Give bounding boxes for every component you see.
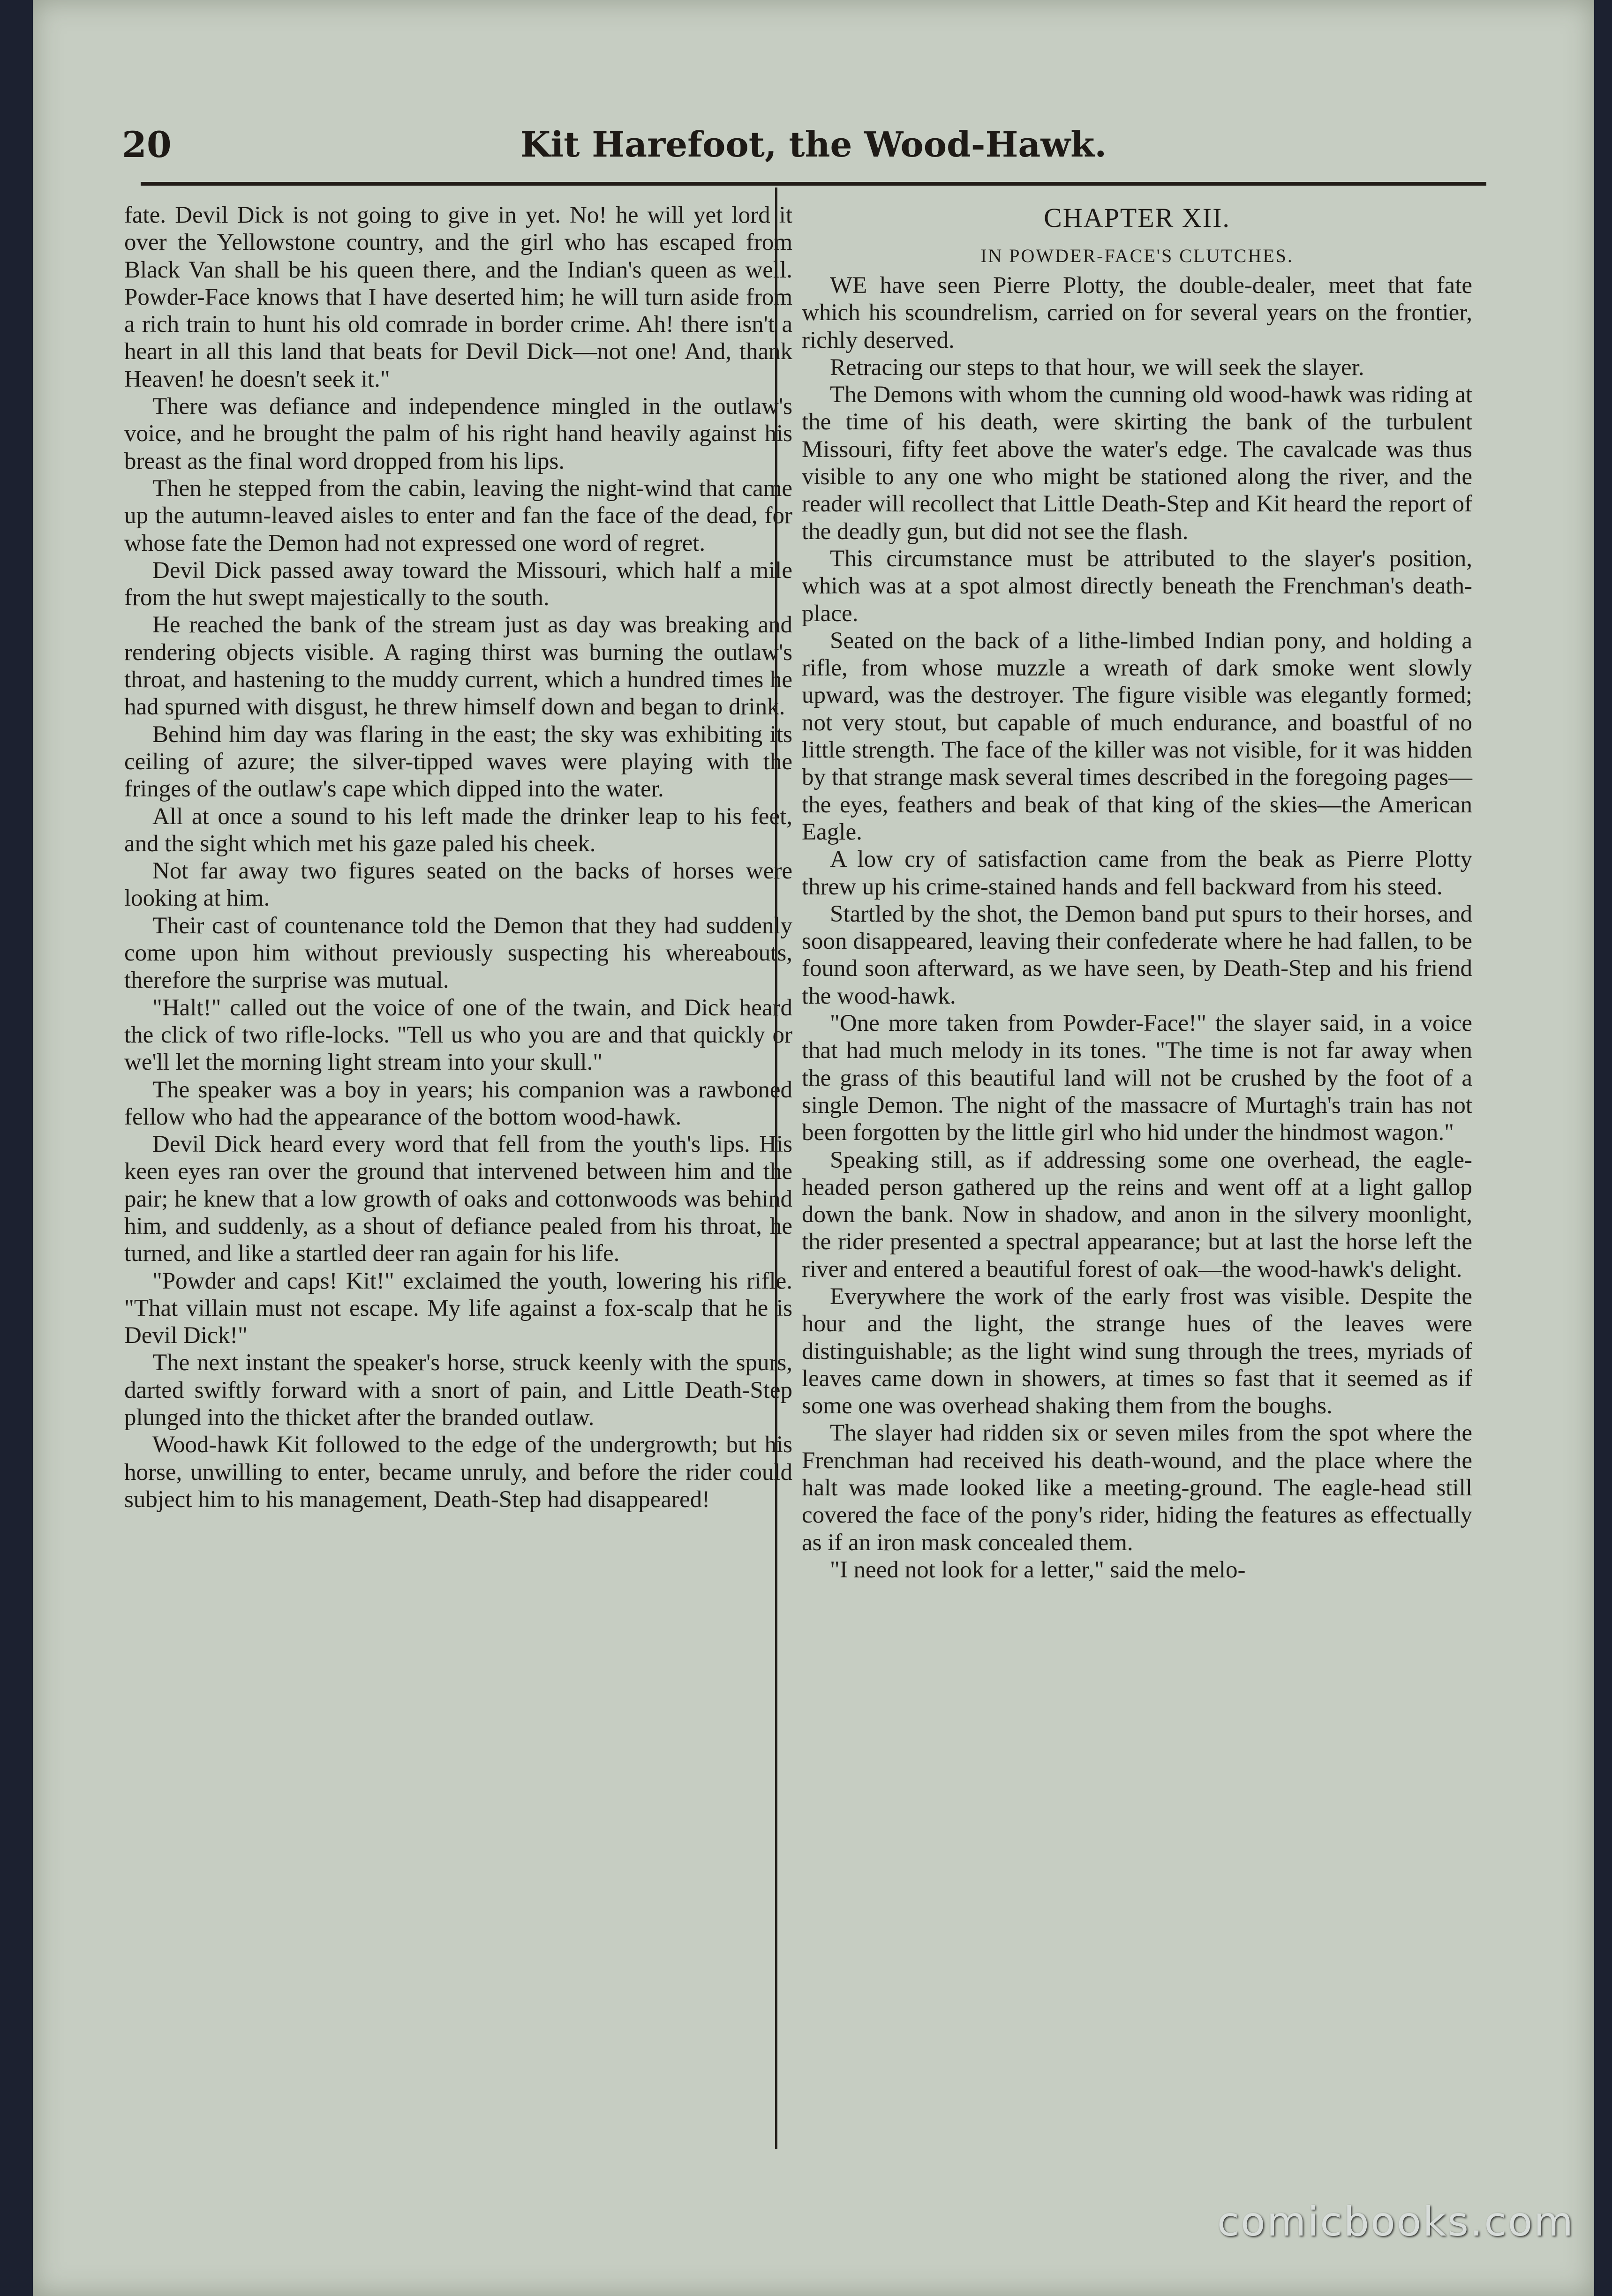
left-column (124, 202, 792, 1513)
chapter-subtitle: IN POWDER-FACE'S CLUTCHES. (980, 245, 1294, 266)
paragraph: Startled by the shot, the Demon band put spurs to their horses, and soon disappeared, leaving their confederate where he had fallen, to be found soon afterward, as we have seen, by Death-Step and his friend the wood-hawk. (802, 900, 1472, 1009)
chapter-heading: CHAPTER XII. (1044, 203, 1230, 233)
running-title: Kit Harefoot, the Wood-Hawk. (520, 125, 1107, 165)
paragraph: "One more taken from Powder-Face!" the slayer said, in a voice that had much melody in its tones. "The time is not far away when the grass of this beautiful land will not be crushed by the foot of a single Demon. The night of the massacre of Murtagh's train has not been forgotten by the little girl who hid under the hindmost wagon." (802, 1010, 1472, 1146)
paragraph: Everywhere the work of the early frost was visible. Despite the hour and the light, the strange hues of the leaves were distinguishable; as the light wind sung through the trees, myriads of leaves came down in showers, at times so fast that it seemed as if some one was overhead shaking them from the boughs. (802, 1283, 1472, 1419)
page (33, 0, 1594, 2296)
paragraph: "I need not look for a letter," said the melo- (830, 1556, 1246, 1583)
paragraph: Then he stepped from the cabin, leaving the night-wind that came up the autumn-leaved aisles to enter and fan the face of the dead, for whose fate the Demon had not expressed one word of regret. (124, 475, 792, 556)
paragraph: WE have seen Pierre Plotty, the double-dealer, meet that fate which his scoundrelism, carried on for several years on the frontier, richly deserved. (802, 272, 1472, 353)
paragraph: "Powder and caps! Kit!" exclaimed the youth, lowering his rifle. "That villain must not escape. My life against a fox-scalp that he is Devil Dick!" (124, 1268, 792, 1349)
paragraph: He reached the bank of the stream just as day was breaking and rendering objects visible. A raging thirst was burning the outlaw's throat, and hastening to the muddy current, which a hundred times he had spurned with disgust, he threw himself down and began to drink. (124, 612, 792, 720)
paragraph: There was defiance and independence mingled in the outlaw's voice, and he brought the palm of his right hand heavily against his breast as the final word dropped from his lips. (124, 393, 792, 474)
paragraph: "Halt!" called out the voice of one of the twain, and Dick heard the click of two rifle-locks. "Tell us who you are and that quickly or we'll let the morning light stream into your skull." (124, 994, 792, 1076)
paragraph: Devil Dick heard every word that fell from the youth's lips. His keen eyes ran over the ground that intervened between him and the pair; he knew that a low growth of oaks and cottonwoods was behind him, and suddenly, as a shout of defiance pealed from his throat, he turned, and like a startled deer ran again for his life. (124, 1131, 792, 1267)
paragraph: Their cast of countenance told the Demon that they had suddenly come upon him without previously suspecting his whereabouts, therefore the surprise was mutual. (124, 912, 792, 994)
paragraph: The Demons with whom the cunning old wood-hawk was riding at the time of his death, were skirting the bank of the turbulent Missouri, fifty feet above the water's edge. The cavalcade was thus visible to any one who might be stationed along the river, and the reader will recollect that Little Death-Step and Kit heard the report of the deadly gun, but did not see the flash. (802, 382, 1472, 545)
header-rule (141, 182, 1486, 186)
page-number: 20 (122, 124, 172, 165)
right-column (802, 202, 1472, 1583)
paragraph: Devil Dick passed away toward the Missouri, which half a mile from the hut swept majestically to the south. (124, 557, 792, 611)
paragraph: The slayer had ridden six or seven miles from the spot where the Frenchman had received his death-wound, and the place where the halt was made looked like a meeting-ground. The eagle-head still covered the face of the pony's rider, hiding the features as effectually as if an iron mask concealed them. (802, 1420, 1472, 1556)
paragraph: This circumstance must be attributed to the slayer's position, which was at a spot almost directly beneath the Frenchman's death-place. (802, 545, 1472, 627)
page-header (33, 113, 1594, 173)
paragraph: Seated on the back of a lithe-limbed Indian pony, and holding a rifle, from whose muzzle a wreath of dark smoke went slowly upward, was the destroyer. The figure visible was elegantly formed; not very stout, but capable of much endurance, and boastful of no little strength. The face of the killer was not visible, for it was hidden by that strange mask several times described in the foregoing pages—the eyes, feathers and beak of that king of the skies—the American Eagle. (802, 627, 1472, 845)
paragraph: Retracing our steps to that hour, we will seek the slayer. (830, 354, 1364, 381)
paragraph: All at once a sound to his left made the drinker leap to his feet, and the sight which met his gaze paled his cheek. (124, 803, 792, 857)
paragraph: Behind him day was flaring in the east; the sky was exhibiting its ceiling of azure; the silver-tipped waves were playing with the fringes of the outlaw's cape which dipped into the water. (124, 721, 792, 803)
paragraph: The speaker was a boy in years; his companion was a rawboned fellow who had the appearance of the bottom wood-hawk. (124, 1076, 792, 1130)
paragraph: A low cry of satisfaction came from the beak as Pierre Plotty threw up his crime-stained hands and fell backward from his steed. (802, 846, 1472, 900)
paragraph: The next instant the speaker's horse, struck keenly with the spurs, darted swiftly forward with a snort of pain, and Little Death-Step plunged into the thicket after the branded outlaw. (124, 1350, 792, 1431)
watermark: comicbooks.com (1217, 2198, 1574, 2245)
paragraph: Wood-hawk Kit followed to the edge of the undergrowth; but his horse, unwilling to enter, became unruly, and before the rider could subject him to his management, Death-Step had disappeared! (124, 1432, 792, 1513)
paragraph: fate. Devil Dick is not going to give in yet. No! he will yet lord it over the Yellowstone country, and the girl who has escaped from Black Van shall be his queen there, and the Indian's queen as well. Powder-Face knows that I have deserted him; he will turn aside from a rich train to hunt his old comrade in border crime. Ah! there isn't a heart in all this land that beats for Devil Dick—not one! And, thank Heaven! he doesn't seek it." (124, 202, 792, 392)
paragraph: Not far away two figures seated on the backs of horses were looking at him. (124, 858, 792, 912)
paragraph: Speaking still, as if addressing some one overhead, the eagle-headed person gathered up the reins and went off at a light gallop down the bank. Now in shadow, and anon in the silvery moonlight, the rider presented a spectral appearance; but at last the horse left the river and entered a beautiful forest of oak—the wood-hawk's delight. (802, 1147, 1472, 1283)
